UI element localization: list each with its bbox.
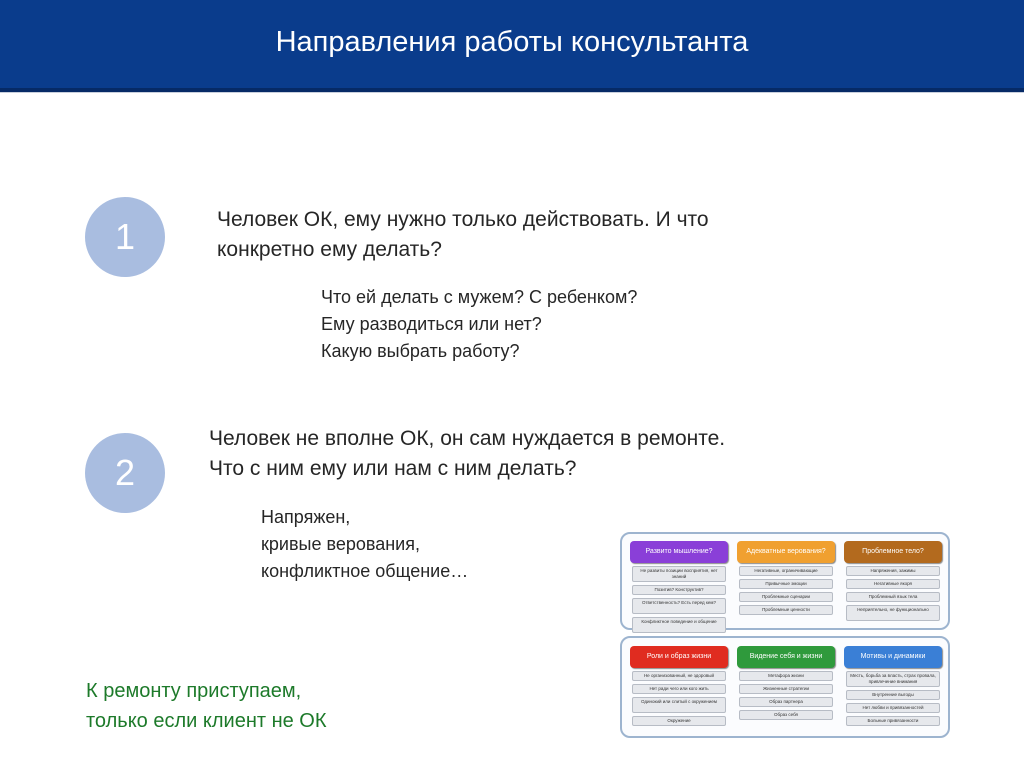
- section2-line-2: Что с ним ему или нам с ним делать?: [209, 457, 577, 480]
- diagram-header-beliefs: Адекватные верования?: [737, 541, 835, 563]
- section2-example-1: Напряжен,: [261, 507, 351, 527]
- diagram-item: Проблемные сценарии: [739, 592, 833, 602]
- diagram-item: Жизненные стратегии: [739, 684, 833, 694]
- section2-example-3: конфликтное общение…: [261, 561, 469, 581]
- diagram-item: Позитив? Конструктив?: [632, 585, 726, 595]
- section2-line-1: Человек не вполне ОК, он сам нуждается в ремонте.: [209, 427, 726, 450]
- diagram-column: [844, 646, 942, 726]
- section2-examples: [261, 504, 468, 585]
- diagram-item: Негативные якоря: [846, 579, 940, 589]
- diagram-item: Нет ради чего или кого жить: [632, 684, 726, 694]
- section1-examples: [321, 284, 637, 365]
- diagram-item: Нет любви и привязанностей: [846, 703, 940, 713]
- diagram-item: Окружение: [632, 716, 726, 726]
- diagram-item: Напряжения, зажимы: [846, 566, 940, 576]
- diagram-item: Привычные эмоции: [739, 579, 833, 589]
- conclusion-line-1: К ремонту приступаем,: [86, 680, 302, 702]
- diagram-column: [844, 541, 942, 621]
- section2-text: [209, 424, 725, 484]
- problem-areas-diagram: [618, 532, 952, 740]
- diagram-item: Не развиты позиции восприятия, нет знаний: [632, 566, 726, 582]
- header-divider: [0, 92, 1024, 93]
- number-badge-2: 2: [85, 433, 165, 513]
- section1-text: [217, 205, 709, 265]
- section1-example-2: Ему разводиться или нет?: [321, 314, 542, 334]
- diagram-header-body: Проблемное тело?: [844, 541, 942, 563]
- number-badge-1: 1: [85, 197, 165, 277]
- diagram-item: Больные привязанности: [846, 716, 940, 726]
- diagram-item: Проблемный язык тела: [846, 592, 940, 602]
- diagram-item: Внутренние выгоды: [846, 690, 940, 700]
- section2-example-2: кривые верования,: [261, 534, 420, 554]
- diagram-item: Образ себя: [739, 710, 833, 720]
- section1-line-2: конкретно ему делать?: [217, 238, 442, 261]
- section1-example-3: Какую выбрать работу?: [321, 341, 520, 361]
- diagram-header-vision: Видение себя и жизни: [737, 646, 835, 668]
- diagram-bottom-panel: [620, 636, 950, 738]
- diagram-header-thinking: Развито мышление?: [630, 541, 728, 563]
- section1-example-1: Что ей делать с мужем? С ребенком?: [321, 287, 638, 307]
- diagram-column: [630, 541, 728, 633]
- conclusion-text: [86, 676, 327, 736]
- diagram-item: Образ партнера: [739, 697, 833, 707]
- diagram-column: [737, 646, 835, 720]
- diagram-item: Метафора жизни: [739, 671, 833, 681]
- diagram-top-panel: [620, 532, 950, 630]
- diagram-item: Конфликтное поведение и общение: [632, 617, 726, 633]
- diagram-item: Неприятельно, не функционально: [846, 605, 940, 621]
- diagram-item: Не организованный, не здоровый: [632, 671, 726, 681]
- diagram-column: [630, 646, 728, 726]
- conclusion-line-2: только если клиент не ОК: [86, 710, 327, 732]
- slide-title: Направления работы консультанта: [275, 26, 749, 58]
- diagram-column: [737, 541, 835, 615]
- diagram-item: Негативные, ограничивающие: [739, 566, 833, 576]
- section1-line-1: Человек ОК, ему нужно только действовать. И что: [217, 208, 709, 231]
- diagram-header-roles: Роли и образ жизни: [630, 646, 728, 668]
- diagram-header-motives: Мотивы и динамики: [844, 646, 942, 668]
- slide-header: [0, 0, 1024, 92]
- diagram-item: Одинокий или слитый с окружением: [632, 697, 726, 713]
- diagram-item: Месть, борьба за власть, страх провала, привлечение внимания: [846, 671, 940, 687]
- diagram-item: Проблемные ценности: [739, 605, 833, 615]
- diagram-item: Ответственность? Есть перед кем?: [632, 598, 726, 614]
